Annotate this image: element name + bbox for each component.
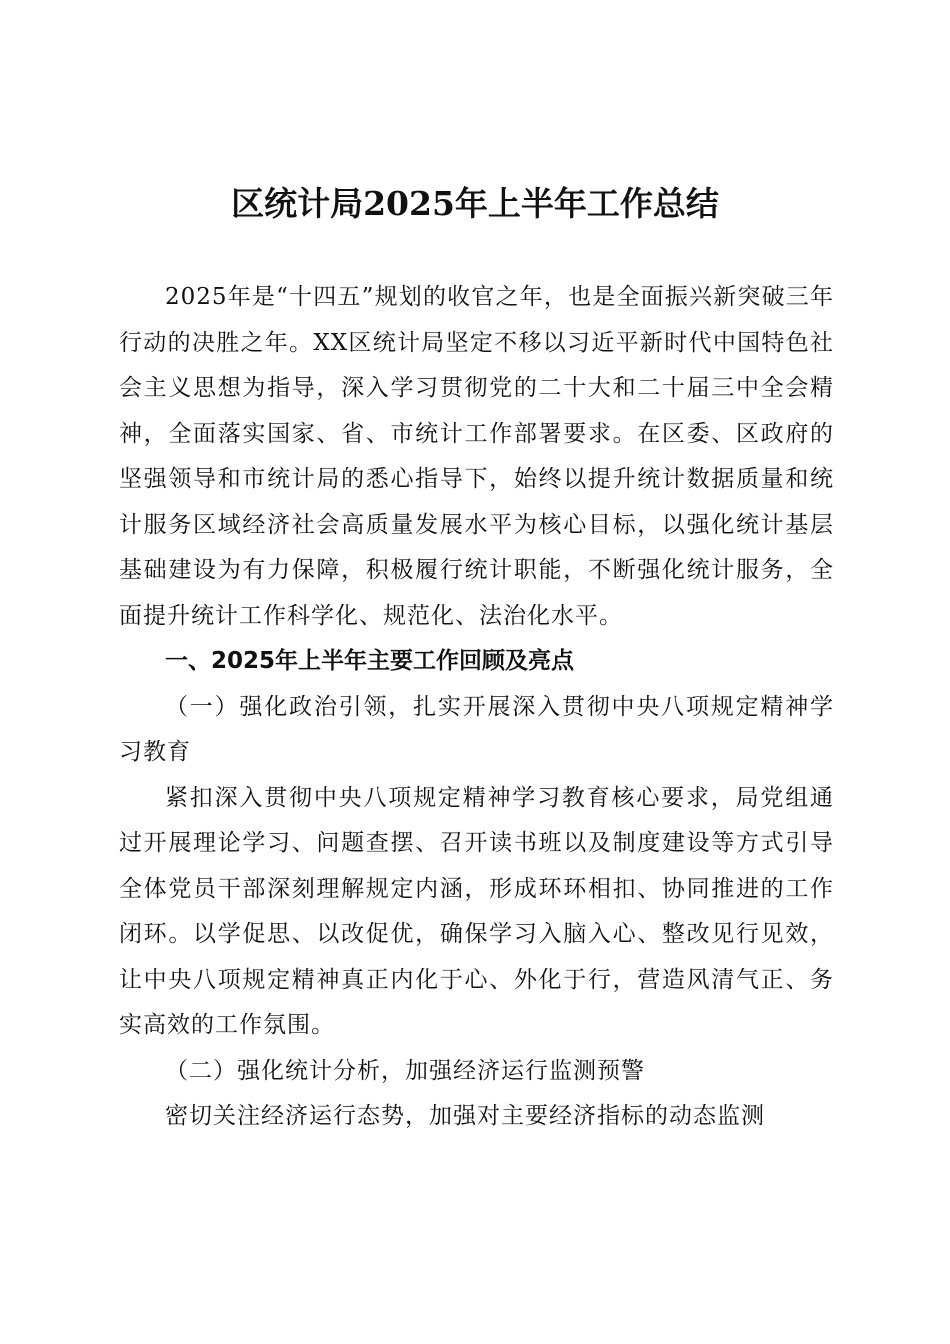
document-body (119, 275, 834, 1140)
subsection-1-paragraph: 紧扣深入贯彻中央八项规定精神学习教育核心要求，局党组通过开展理论学习、问题查摆、召开读书班以及制度建设等方式引导全体党员干部深刻理解规定内涵，形成环环相扣、协同推进的工作闭环。以学促思、以改促优，确保学习入脑入心、整改见行见效，让中央八项规定精神真正内化于心、外化于行，营造风清气正、务实高效的工作氛围。 (119, 784, 834, 1038)
document-title: 区统计局2025年上半年工作总结 (231, 184, 719, 223)
subsection-heading-1: （一）强化政治引领，扎实开展深入贯彻中央八项规定精神学习教育 (119, 693, 834, 765)
subsection-heading-2: （二）强化统计分析，加强经济运行监测预警 (165, 1057, 645, 1084)
intro-paragraph: 2025年是“十四五”规划的收官之年，也是全面振兴新突破三年行动的决胜之年。XX区统计局坚定不移以习近平新时代中国特色社会主义思想为指导，深入学习贯彻党的二十大和二十届三中全会精神，全面落实国家、省、市统计工作部署要求。在区委、区政府的坚强领导和市统计局的悉心指导下，始终以提升统计数据质量和统计服务区域经济社会高质量发展水平为核心目标，以强化统计基层基础建设为有力保障，积极履行统计职能，不断强化统计服务，全面提升统计工作科学化、规范化、法治化水平。 (119, 284, 834, 629)
subsection-2-paragraph: 密切关注经济运行态势，加强对主要经济指标的动态监测 (165, 1103, 765, 1129)
section-heading-1: 一、2025年上半年主要工作回顾及亮点 (165, 648, 575, 674)
